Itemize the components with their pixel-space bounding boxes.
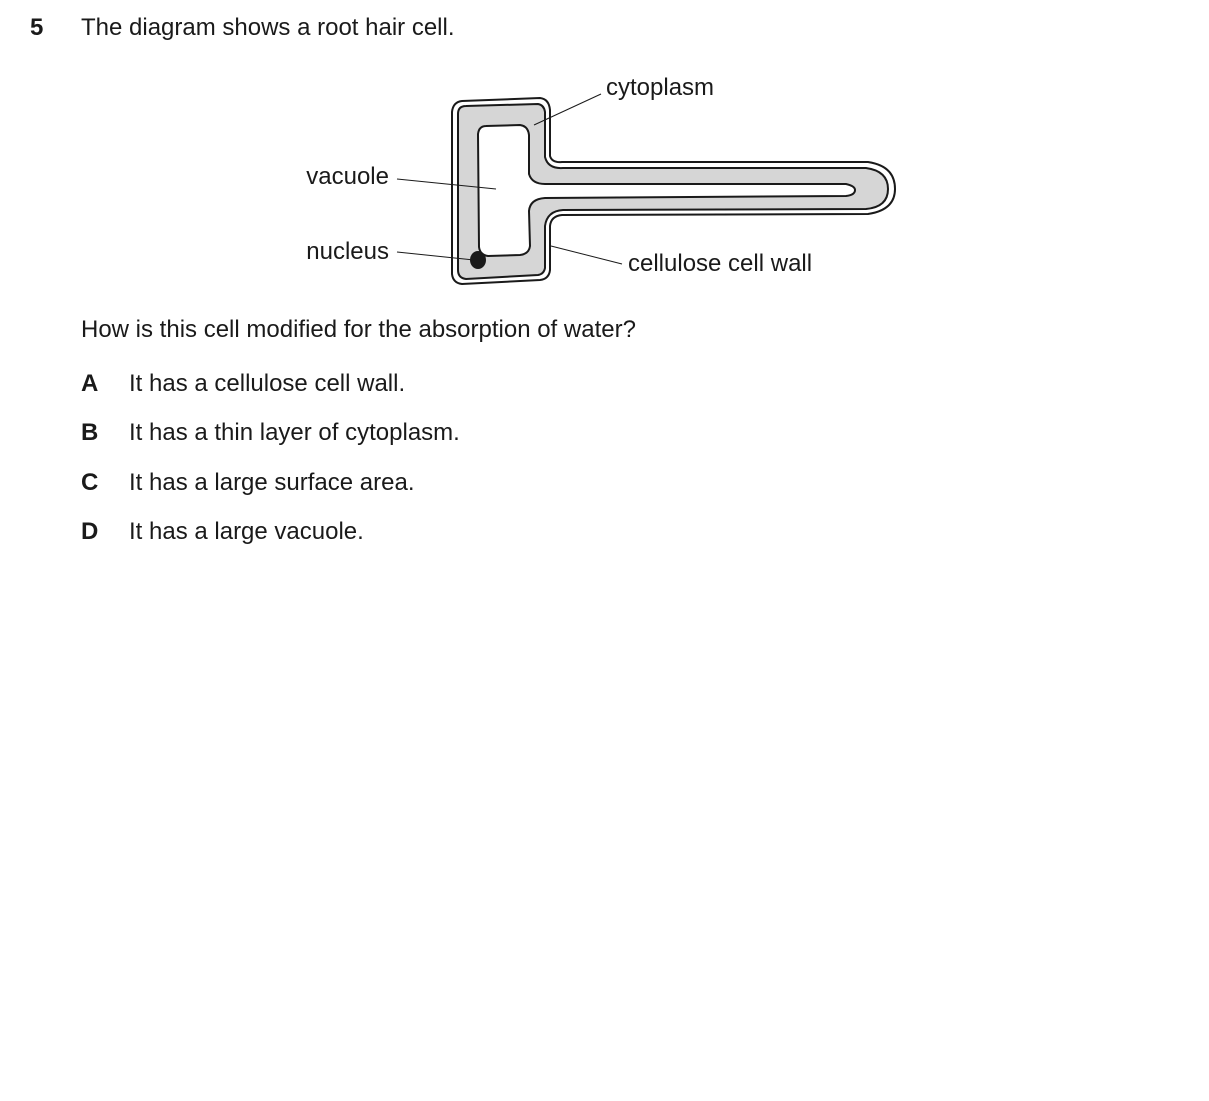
option-letter: A bbox=[81, 370, 99, 397]
cytoplasm-label: cytoplasm bbox=[606, 74, 715, 101]
option-letter: D bbox=[81, 518, 99, 545]
vacuole-label: vacuole bbox=[306, 163, 389, 190]
question-prompt: How is this cell modified for the absorption of water? bbox=[81, 316, 636, 343]
option-letter: B bbox=[81, 419, 99, 446]
option-text: It has a thin layer of cytoplasm. bbox=[129, 419, 460, 446]
option-letter: C bbox=[81, 469, 99, 496]
cell-wall-label: cellulose cell wall bbox=[628, 250, 813, 277]
option-text: It has a large surface area. bbox=[129, 469, 415, 496]
option-text: It has a large vacuole. bbox=[129, 518, 364, 545]
root-hair-cell-diagram bbox=[0, 0, 1209, 300]
question-stem: The diagram shows a root hair cell. bbox=[81, 14, 455, 41]
option-text: It has a cellulose cell wall. bbox=[129, 370, 406, 397]
cell-wall-leader-line bbox=[551, 246, 622, 264]
nucleus-label: nucleus bbox=[306, 238, 389, 265]
question-number: 5 bbox=[30, 14, 44, 41]
